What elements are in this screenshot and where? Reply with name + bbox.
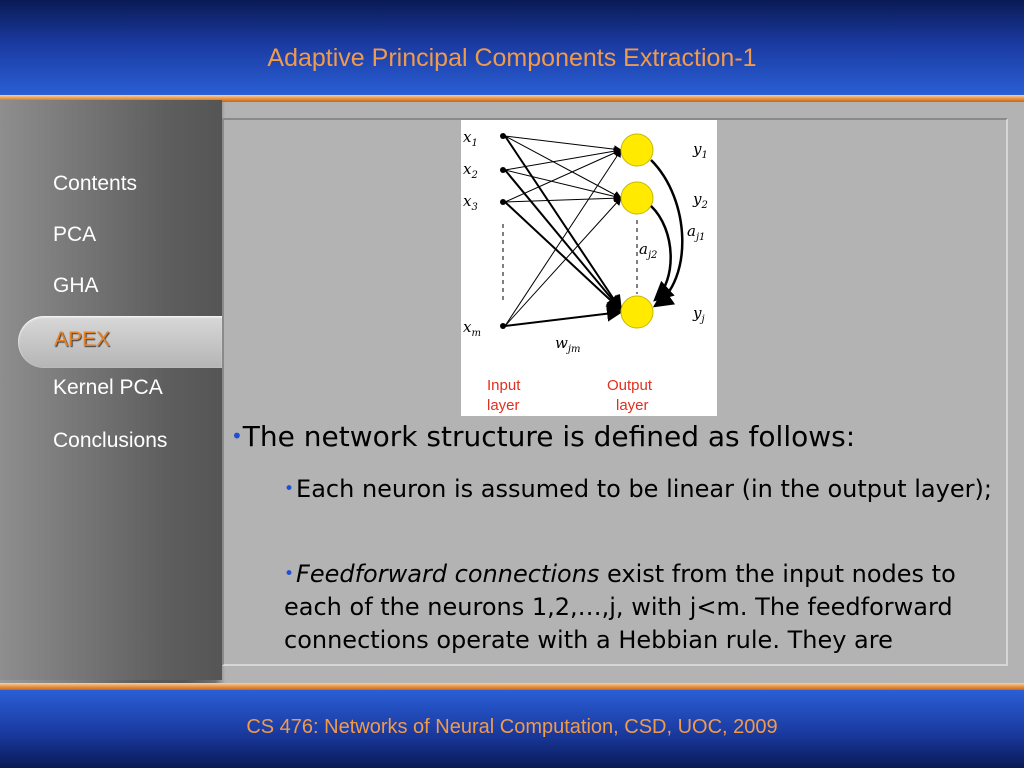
apex-network-diagram xyxy=(461,120,717,416)
bullet-dot: • xyxy=(284,564,295,584)
slide-title: Adaptive Principal Components Extraction-1 xyxy=(267,44,757,72)
nav-item-apex-label: APEX xyxy=(54,328,111,351)
sub-bullet-feedforward xyxy=(284,558,999,657)
output-node xyxy=(621,182,653,214)
nav-item-kernel-pca[interactable]: Kernel PCA xyxy=(53,376,163,399)
input-label-xm: $x_m$ xyxy=(463,318,481,339)
nav-item-conclusions[interactable]: Conclusions xyxy=(53,429,168,452)
output-label-y1: $y_1$ xyxy=(693,140,708,161)
input-node xyxy=(500,167,506,173)
weight-label: $w_{jm}$ xyxy=(555,334,581,355)
bullet-main-text: The network structure is defined as follows: xyxy=(242,420,856,453)
input-layer-label: Input xyxy=(487,377,521,394)
bullet-dot: • xyxy=(231,424,243,448)
bullet-dot: • xyxy=(284,479,295,499)
footer-stripe xyxy=(0,683,1024,690)
input-label-x1: $x_1$ xyxy=(463,128,478,149)
network-svg xyxy=(461,120,717,416)
input-label-x2: $x_2$ xyxy=(463,160,478,181)
nav-item-contents[interactable]: Contents xyxy=(53,172,138,195)
output-node xyxy=(621,296,653,328)
output-label-y2: $y_2$ xyxy=(693,190,708,211)
sub-bullet-linear-text: Each neuron is assumed to be linear (in the output layer); xyxy=(296,475,992,503)
output-layer-label: Output xyxy=(607,377,653,394)
sub-bullet-linear xyxy=(284,473,999,506)
sidebar xyxy=(0,100,222,680)
input-node xyxy=(500,323,506,329)
lateral-label-aj2: $a_{j2}$ xyxy=(639,240,658,261)
nav-item-gha[interactable]: GHA xyxy=(53,274,99,297)
input-node xyxy=(500,133,506,139)
lateral-label-aj1: $a_{j1}$ xyxy=(687,222,706,243)
sub-bullet-feedforward-text: exist from the input nodes to each of the neurons 1,2,…,j, with j<m. The feedforward connections operate with a Hebbian rule. They are xyxy=(284,560,956,654)
nav-item-apex[interactable] xyxy=(18,316,223,368)
input-label-x3: $x_3$ xyxy=(463,192,478,213)
input-node xyxy=(500,199,506,205)
bullet-main xyxy=(231,420,991,453)
input-layer-label: layer xyxy=(487,397,520,414)
output-layer-label: layer xyxy=(616,397,649,414)
feedforward-term: Feedforward connections xyxy=(296,560,600,588)
footer-text: CS 476: Networks of Neural Computation, CSD, UOC, 2009 xyxy=(246,716,778,738)
output-label-yj: $y_j$ xyxy=(693,304,705,325)
output-node xyxy=(621,134,653,166)
nav-item-pca[interactable]: PCA xyxy=(53,223,97,246)
